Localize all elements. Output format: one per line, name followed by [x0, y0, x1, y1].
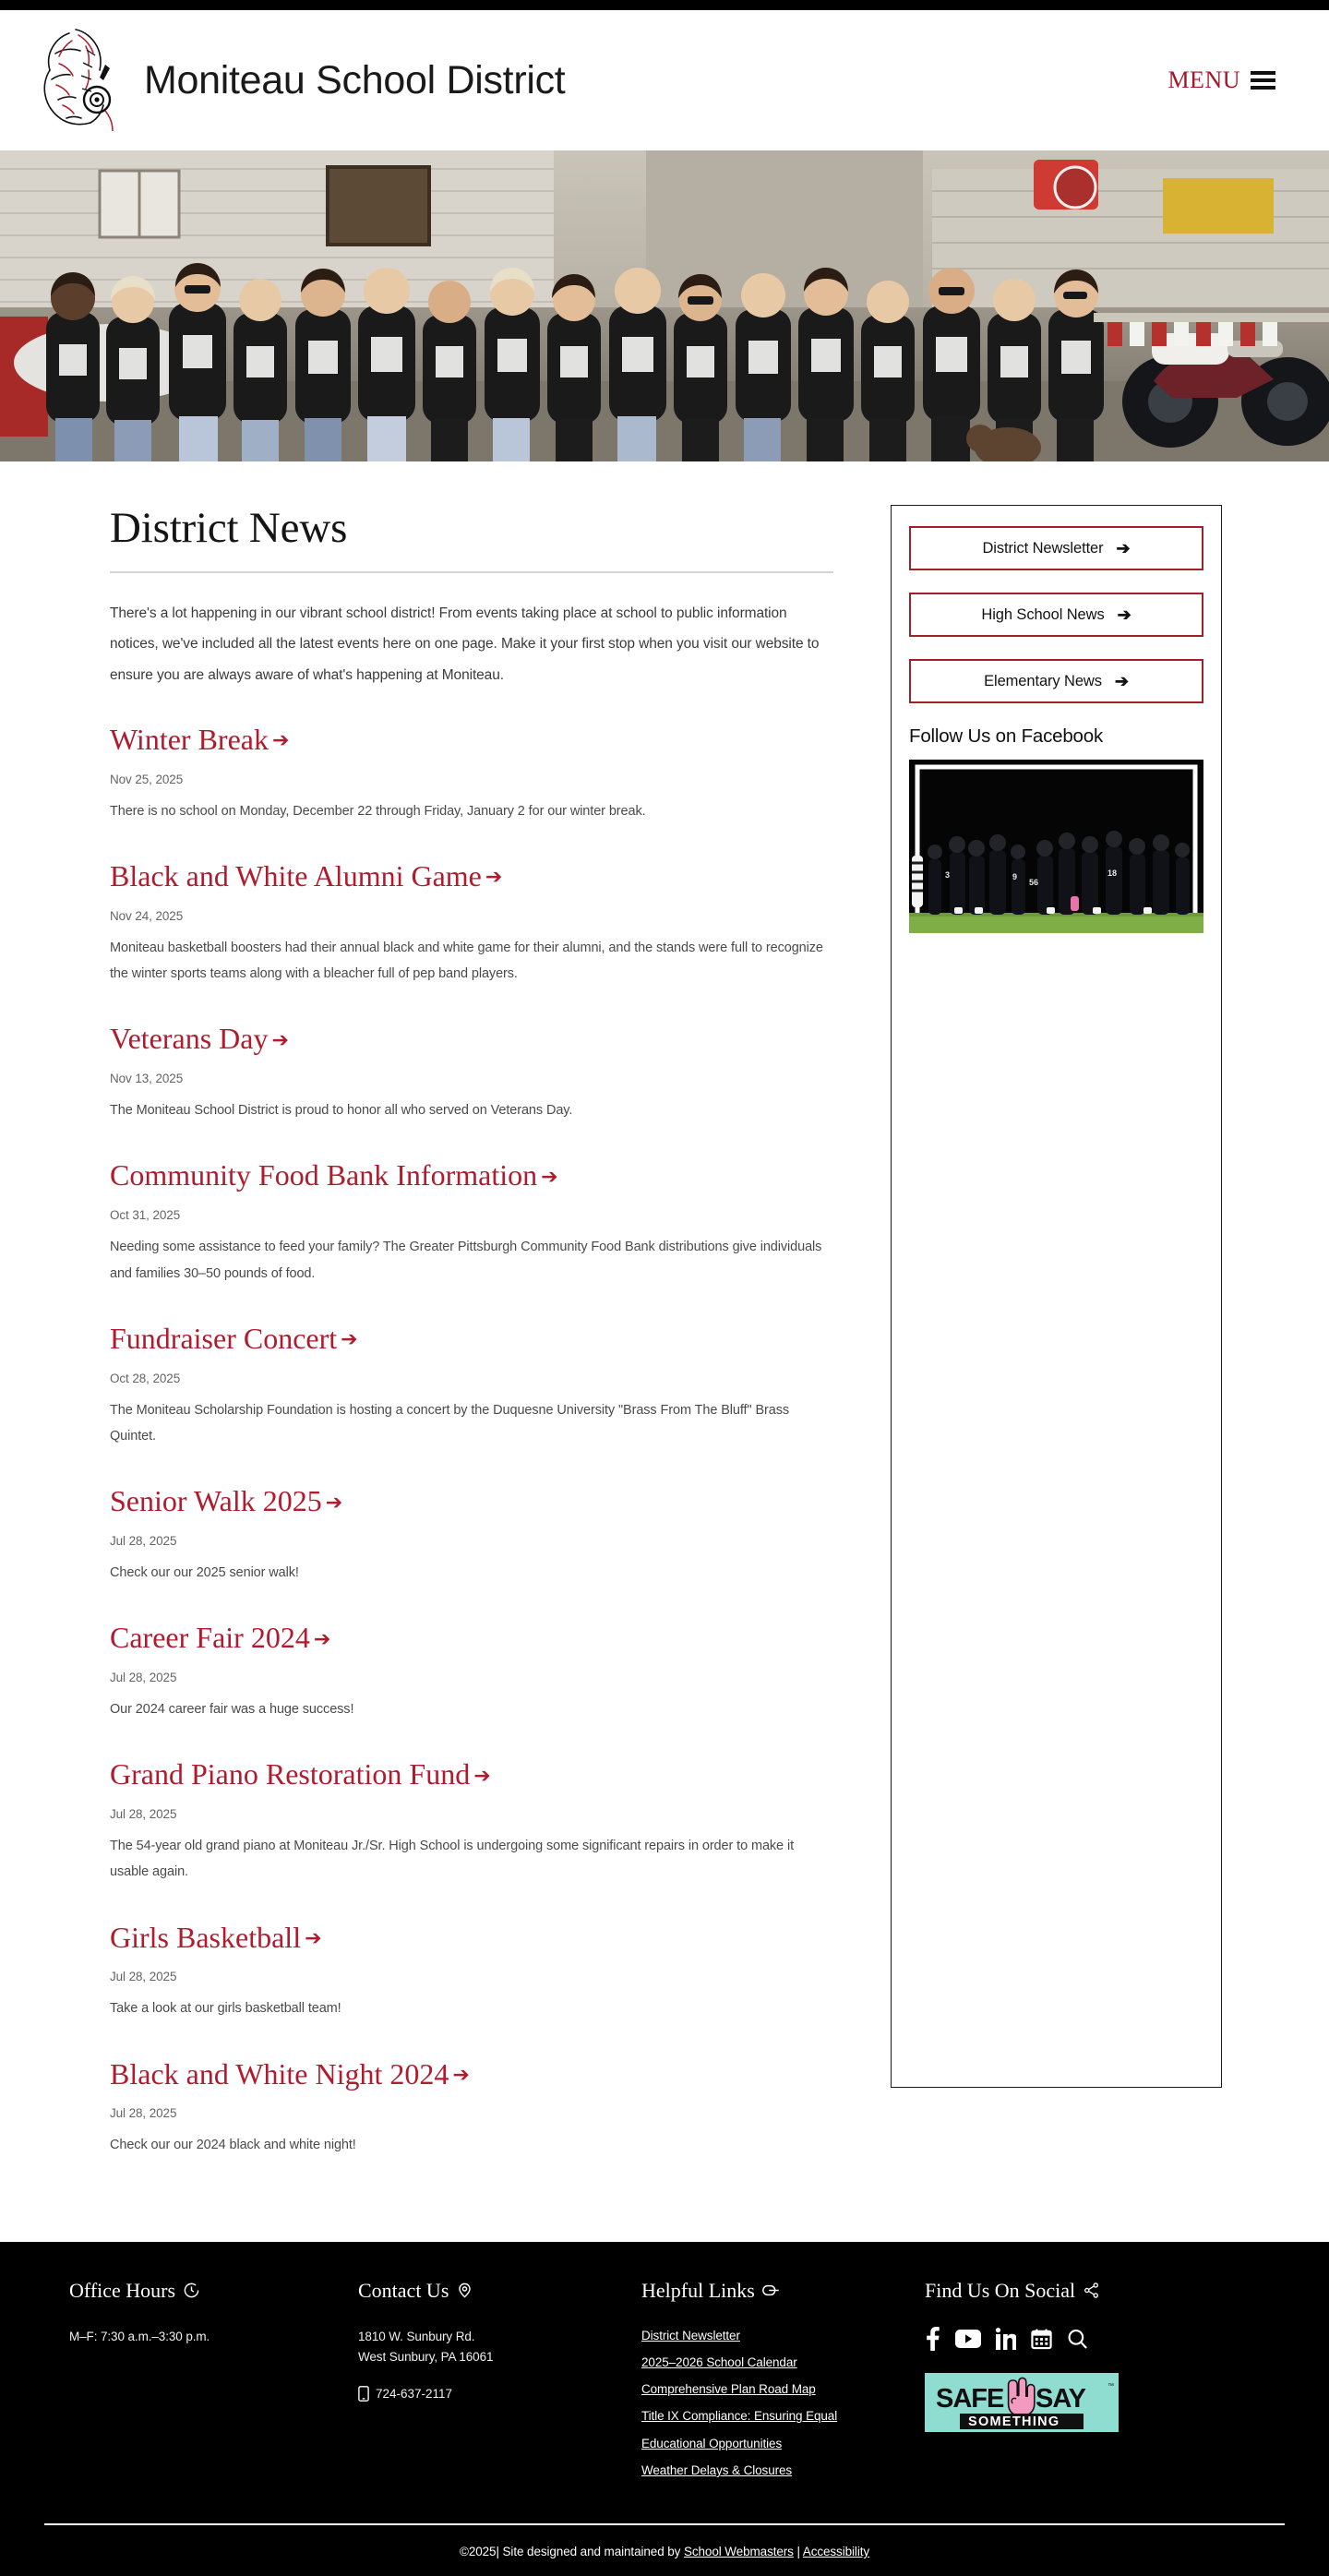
footer-link[interactable]: Educational Opportunities	[641, 2436, 783, 2450]
location-pin-icon	[456, 2282, 473, 2299]
svg-text:™: ™	[1108, 2382, 1114, 2390]
news-item-description: There is no school on Monday, December 22 through Friday, January 2 for our winter break.	[110, 803, 646, 819]
page-title: District News	[110, 504, 348, 552]
svg-text:3: 3	[945, 870, 951, 880]
news-item-date: Jul 28, 2025	[110, 1533, 177, 1548]
news-item-description: Moniteau basketball boosters had their annual black and white game for their alumni, and the stands were full to recognize the winter sports teams along with a bleacher full of pep band players.	[110, 940, 823, 982]
arrow-right-icon: ➔	[313, 1626, 331, 1650]
arrow-right-icon: ➔	[1117, 605, 1131, 624]
news-item-title: Senior Walk 2025	[110, 1484, 322, 1518]
news-item-link[interactable]	[110, 1621, 330, 1655]
arrow-right-icon: ➔	[485, 865, 503, 889]
calendar-icon[interactable]	[1031, 2328, 1052, 2350]
facebook-feed-photo[interactable]	[909, 760, 1203, 933]
news-item-description: Take a look at our girls basketball team!	[110, 2001, 341, 2017]
footer-link[interactable]: District Newsletter	[641, 2328, 740, 2342]
news-item-title: Community Food Bank Information	[110, 1158, 538, 1192]
social-icons-row	[925, 2327, 1119, 2351]
social-heading	[925, 2279, 1119, 2303]
search-icon[interactable]	[1067, 2328, 1088, 2350]
helpful-links-heading	[641, 2279, 925, 2303]
intro-paragraph: There's a lot happening in our vibrant school district! From events taking place at school to public information notices, we've included all the latest events here on one page. Make it your first stop when you visit our website to ensure you are always aware of what's happening at Moniteau.	[110, 605, 820, 684]
contact-address-line2: West Sunbury, PA 16061	[358, 2349, 494, 2364]
news-item-title: Fundraiser Concert	[110, 1321, 338, 1355]
news-item-date: Oct 28, 2025	[110, 1371, 181, 1385]
news-item-link[interactable]	[110, 1158, 558, 1192]
contact-phone-row[interactable]	[358, 2386, 641, 2402]
contact-heading-text: Contact Us	[358, 2278, 449, 2302]
sidebar-column	[891, 505, 1222, 2088]
sidebar-button-label: District Newsletter	[982, 539, 1104, 557]
news-item-date: Jul 28, 2025	[110, 1807, 177, 1822]
news-item-description: Our 2024 career fair was a huge success!	[110, 1702, 354, 1717]
news-item-link[interactable]	[110, 859, 502, 893]
footer-column-office-hours	[69, 2279, 358, 2489]
contact-address-line1: 1810 W. Sunbury Rd.	[358, 2329, 475, 2343]
footer-link[interactable]: Weather Delays & Closures	[641, 2462, 793, 2477]
arrow-right-icon: ➔	[452, 2063, 470, 2087]
arrow-right-icon: ➔	[341, 1327, 358, 1351]
news-item-link[interactable]	[110, 723, 289, 757]
safe2say-line3: SOMETHING	[968, 2414, 1060, 2429]
site-title: Moniteau School District	[144, 57, 566, 102]
title-divider	[110, 571, 833, 573]
news-item-title: Career Fair 2024	[110, 1621, 310, 1655]
news-item	[110, 1921, 833, 2022]
footer-column-helpful-links	[641, 2279, 925, 2489]
news-item-date: Nov 24, 2025	[110, 908, 184, 923]
safe2say-line1: SAFE	[936, 2383, 1004, 2414]
news-item-description: The Moniteau School District is proud to honor all who served on Veterans Day.	[110, 1103, 573, 1119]
facebook-section-heading: Follow Us on Facebook	[909, 725, 1104, 747]
safe2say-line2: SAY	[1036, 2383, 1085, 2414]
news-item-date: Jul 28, 2025	[110, 1970, 177, 1984]
copyright-bar	[0, 2525, 1329, 2576]
news-item	[110, 1022, 833, 1123]
hamburger-icon[interactable]	[1251, 71, 1275, 90]
news-item	[110, 723, 833, 824]
news-item-date: Nov 13, 2025	[110, 1072, 184, 1086]
linkedin-icon[interactable]	[996, 2328, 1016, 2350]
news-item	[110, 1484, 833, 1586]
school-webmasters-link[interactable]: School Webmasters	[683, 2545, 794, 2559]
office-hours-heading-text: Office Hours	[69, 2278, 176, 2302]
sidebar-button-district-newsletter[interactable]	[909, 526, 1203, 570]
footer-column-contact	[358, 2279, 641, 2489]
sidebar-button-label: Elementary News	[984, 672, 1102, 689]
arrow-right-icon: ➔	[305, 1925, 322, 1949]
site-footer	[0, 2242, 1329, 2576]
news-main-column	[110, 505, 833, 2194]
news-item-description: Check our our 2025 senior walk!	[110, 1564, 299, 1580]
news-item-date: Jul 28, 2025	[110, 1671, 177, 1684]
facebook-icon[interactable]	[925, 2327, 940, 2351]
helpful-links-heading-text: Helpful Links	[641, 2278, 755, 2302]
news-item	[110, 1621, 833, 1722]
news-item-title: Grand Piano Restoration Fund	[110, 1757, 471, 1791]
hero-banner-image	[0, 150, 1329, 461]
arrow-right-icon: ➔	[541, 1164, 558, 1188]
news-item-date: Nov 25, 2025	[110, 772, 184, 786]
footer-column-social	[925, 2279, 1119, 2489]
menu-label: MENU	[1167, 66, 1240, 93]
footer-link[interactable]: Title IX Compliance: Ensuring Equal	[641, 2409, 838, 2424]
sidebar-button-elementary-news[interactable]	[909, 659, 1203, 703]
news-item-description: Needing some assistance to feed your family? The Greater Pittsburgh Community Food Bank distributions give individuals and families 30–50 pounds of food.	[110, 1240, 822, 1281]
svg-text:9: 9	[1012, 872, 1018, 881]
sidebar-panel	[891, 505, 1222, 2088]
svg-text:56: 56	[1029, 878, 1039, 887]
news-item-link[interactable]	[110, 1322, 358, 1356]
news-item-link[interactable]	[110, 1921, 322, 1955]
share-nodes-icon	[1083, 2282, 1100, 2299]
contact-phone-number: 724-637-2117	[376, 2387, 453, 2402]
news-item-link[interactable]	[110, 1484, 342, 1518]
arrow-right-icon: ➔	[271, 728, 290, 752]
arrow-right-icon: ➔	[473, 1763, 491, 1787]
copyright-separator: |	[793, 2545, 803, 2559]
arrow-right-icon: ➔	[325, 1490, 343, 1514]
accessibility-link[interactable]: Accessibility	[802, 2545, 870, 2559]
site-header	[0, 10, 1329, 150]
page-content	[0, 461, 1329, 2194]
news-list	[110, 723, 833, 2159]
top-black-strip	[0, 0, 1329, 10]
contact-heading	[358, 2279, 641, 2303]
news-item-description: The Moniteau Scholarship Foundation is hosting a concert by the Duquesne University "Brass From The Bluff" Brass Quintet.	[110, 1402, 790, 1444]
sidebar-button-label: High School News	[981, 605, 1105, 623]
news-item-description: Check our our 2024 black and white night!	[110, 2138, 356, 2153]
news-item	[110, 859, 833, 987]
arrow-right-icon: ➔	[1114, 672, 1129, 690]
sidebar-button-high-school-news[interactable]	[909, 593, 1203, 637]
district-logo[interactable]	[24, 19, 124, 141]
safe2say-something-logo[interactable]	[925, 2373, 1119, 2432]
arrow-right-icon: ➔	[1116, 539, 1131, 557]
news-item	[110, 1158, 833, 1286]
news-item	[110, 2057, 833, 2159]
news-item-link[interactable]	[110, 1022, 289, 1056]
news-item	[110, 1757, 833, 1885]
copyright-prefix: ©2025| Site designed and maintained by	[459, 2545, 684, 2559]
news-item-date: Oct 31, 2025	[110, 1208, 181, 1223]
news-item-description: The 54-year old grand piano at Moniteau Jr./Sr. High School is undergoing some significant repairs in order to make it usable again.	[110, 1839, 794, 1880]
clock-icon	[183, 2282, 200, 2299]
news-item	[110, 1322, 833, 1449]
mobile-phone-icon	[358, 2386, 369, 2402]
news-item-title: Black and White Alumni Game	[110, 859, 482, 893]
youtube-icon[interactable]	[955, 2330, 981, 2348]
svg-text:18: 18	[1108, 869, 1118, 878]
menu-toggle-button[interactable]	[1167, 66, 1285, 94]
news-item-link[interactable]	[110, 2057, 470, 2091]
social-heading-text: Find Us On Social	[925, 2278, 1076, 2302]
link-chain-icon	[762, 2282, 782, 2299]
office-hours-value: M–F: 7:30 a.m.–3:30 p.m.	[69, 2329, 210, 2343]
news-item-link[interactable]	[110, 1757, 491, 1791]
footer-link[interactable]: 2025–2026 School Calendar	[641, 2354, 797, 2369]
office-hours-heading	[69, 2279, 358, 2303]
news-item-title: Winter Break	[110, 723, 269, 757]
news-item-title: Veterans Day	[110, 1022, 269, 1056]
news-item-date: Jul 28, 2025	[110, 2106, 177, 2121]
footer-link[interactable]: Comprehensive Plan Road Map	[641, 2382, 816, 2397]
news-item-title: Black and White Night 2024	[110, 2056, 449, 2091]
arrow-right-icon: ➔	[271, 1027, 289, 1051]
news-item-title: Girls Basketball	[110, 1920, 302, 1954]
